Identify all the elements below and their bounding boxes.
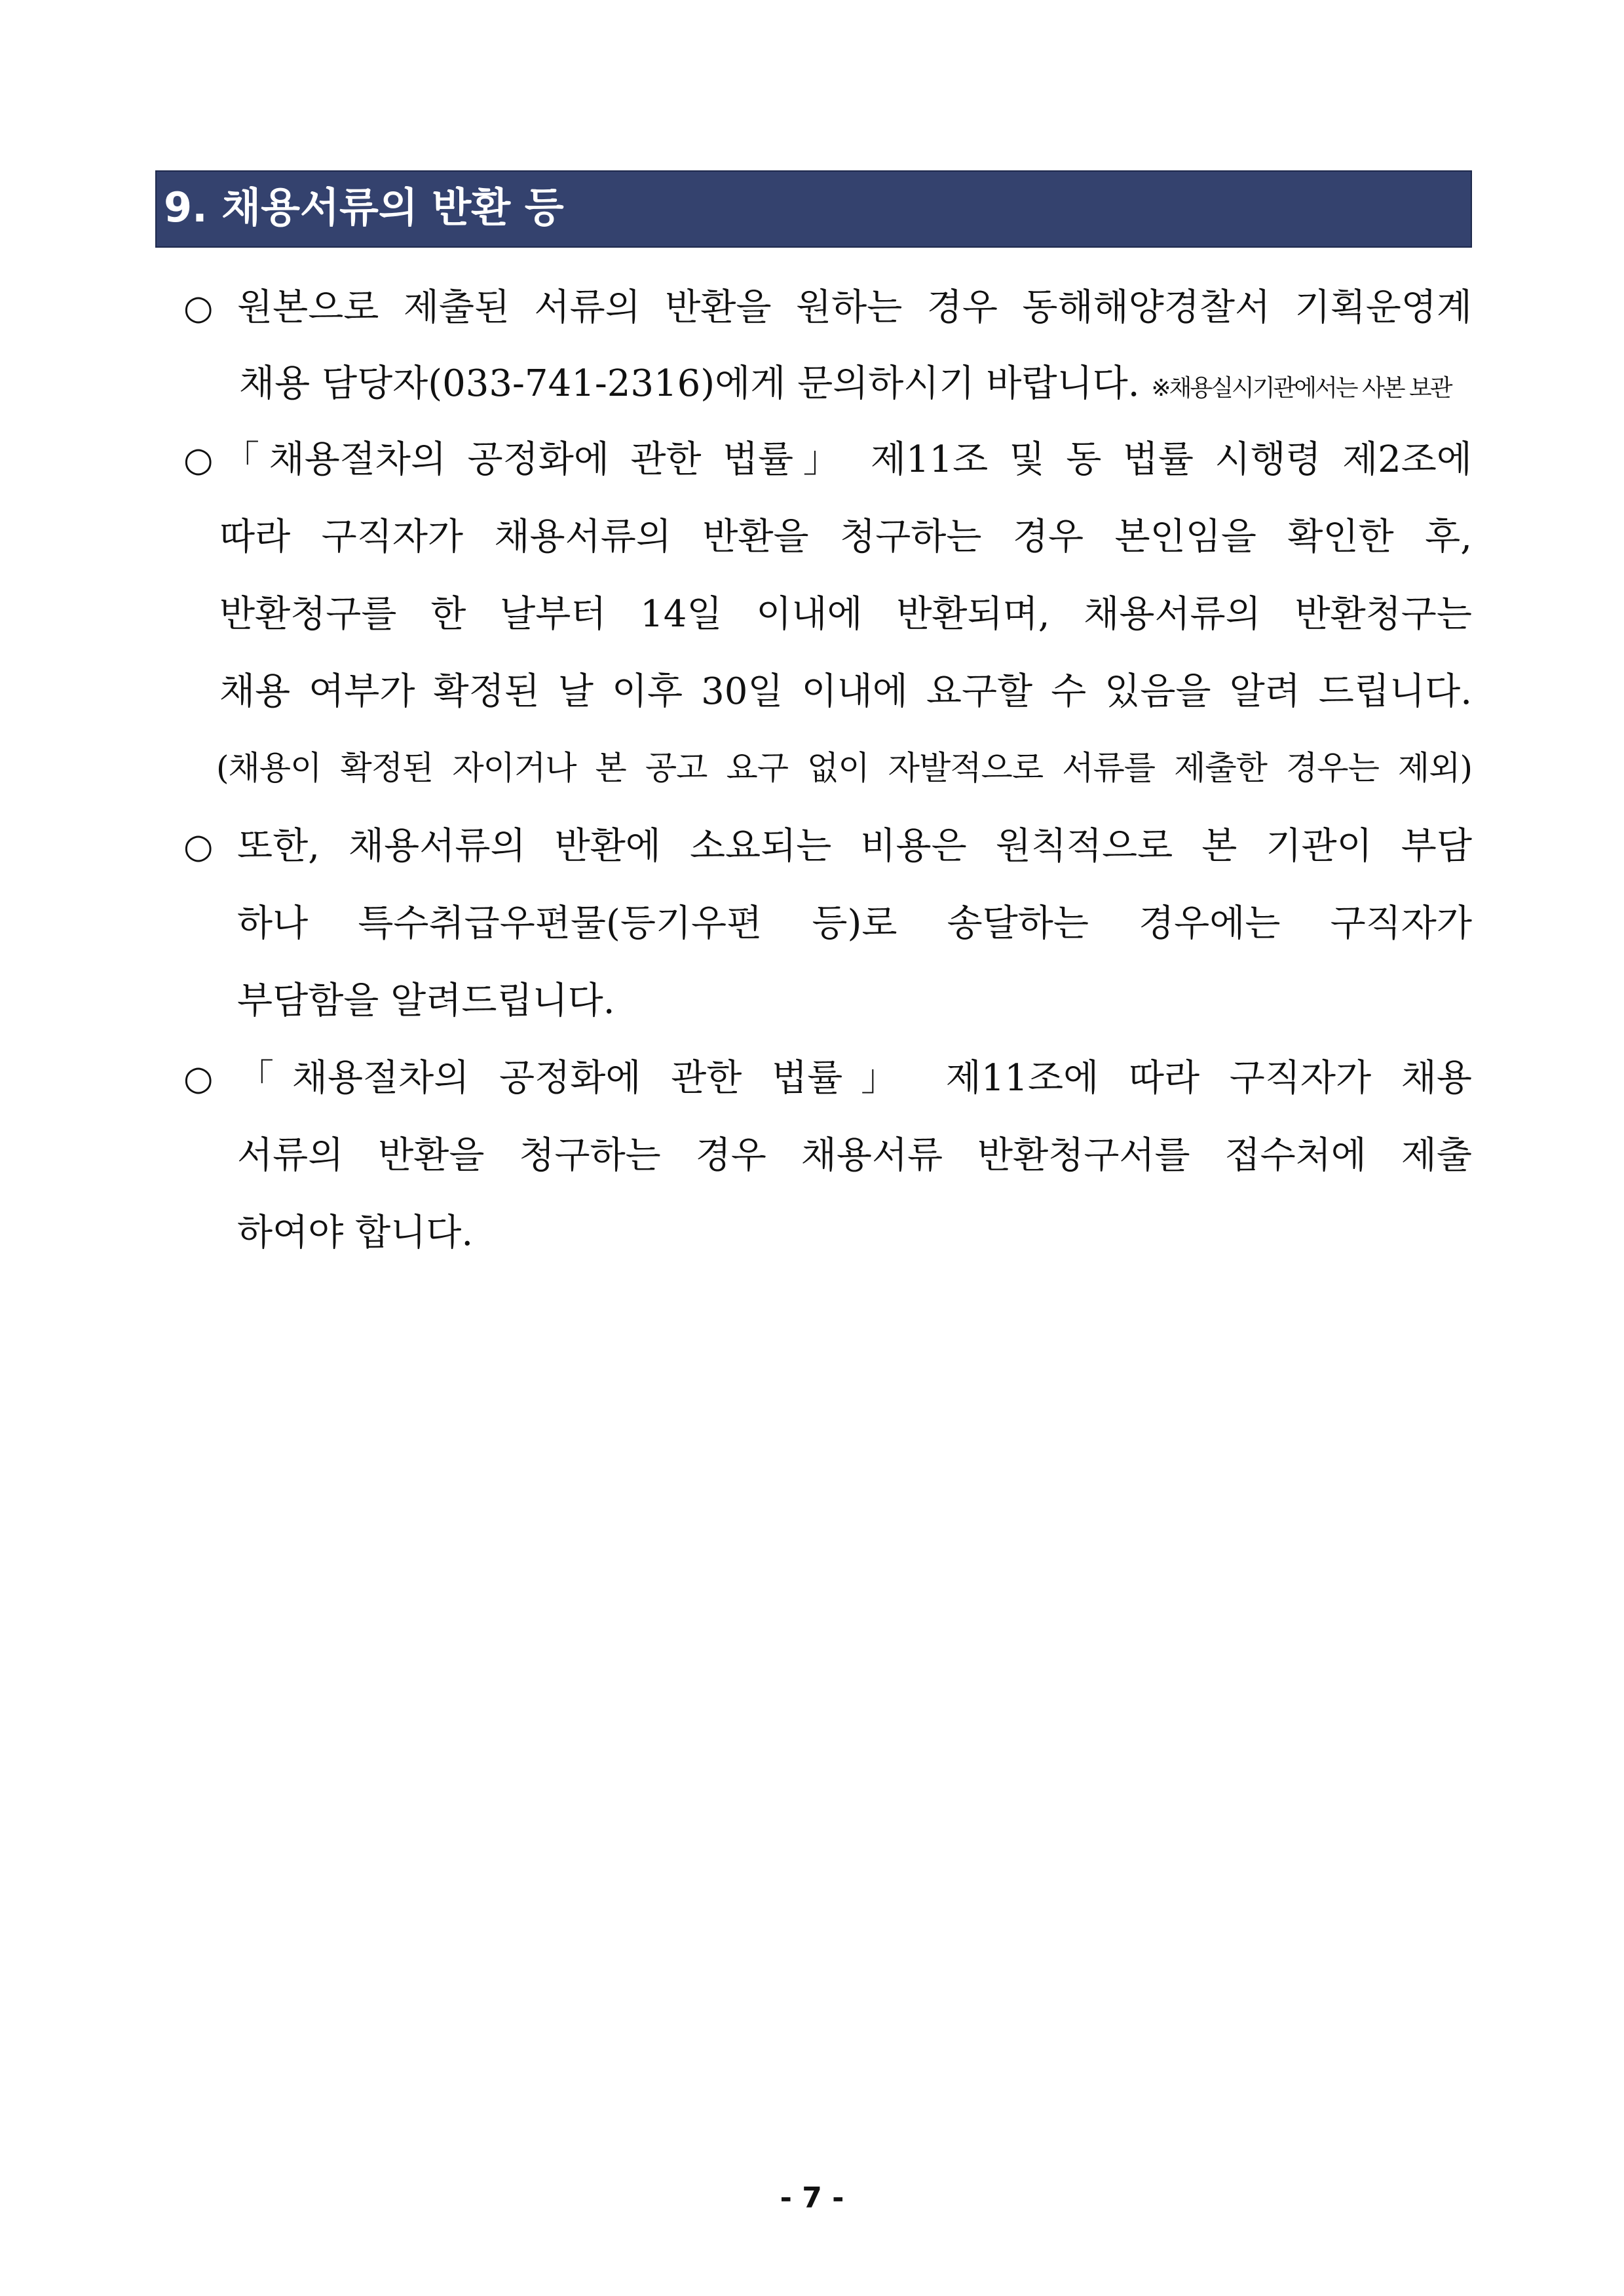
p3-line3: 부담함을 알려드립니다. [237,980,615,1022]
p1-line2-main: 채용 담당자(033-741-2316)에게 문의하시기 바랍니다. [239,362,1140,405]
p1-line1: 원본으로 제출된 서류의 반환을 원하는 경우 동해해양경찰서 기획운영계 [237,286,1472,329]
bullet-4: ○ [183,1059,214,1098]
section-title: 9. 채용서류의 반환 등 [164,183,564,231]
p3-line1: 또한, 채용서류의 반환에 소요되는 비용은 원칙적으로 본 기관이 부담 [237,825,1472,868]
p3-line2: 하나 특수취급우편물(등기우편 등)로 송달하는 경우에는 구직자가 [237,902,1472,945]
bullet-2: ○ [183,440,214,480]
p4-line2: 서류의 반환을 청구하는 경우 채용서류 반환청구서를 접수처에 제출 [237,1134,1472,1177]
p2-line3: 반환청구를 한 날부터 14일 이내에 반환되며, 채용서류의 반환청구는 [219,593,1472,636]
p1-line2-note: ※채용실시기관에서는 사본 보관 [1151,375,1451,402]
p2-line1: 「채용절차의 공정화에 관한 법률」 제11조 및 동 법률 시행령 제2조에 [223,438,1472,481]
p4-line1: 「채용절차의 공정화에 관한 법률」 제11조에 따라 구직자가 채용 [237,1057,1472,1100]
p4-line3: 하여야 합니다. [237,1212,474,1254]
page-number: - 7 - [780,2181,844,2215]
p2-note: (채용이 확정된 자이거나 본 공고 요구 없이 자발적으로 서류를 제출한 경우는 제외) [216,749,1472,787]
bullet-1: ○ [183,288,214,328]
p2-line4: 채용 여부가 확정된 날 이후 30일 이내에 요구할 수 있음을 알려 드립니다. [219,670,1472,713]
p2-line2: 따라 구직자가 채용서류의 반환을 청구하는 경우 본인임을 확인한 후, [219,516,1472,558]
p1-line2 [239,358,1474,415]
bullet-3: ○ [183,827,214,866]
